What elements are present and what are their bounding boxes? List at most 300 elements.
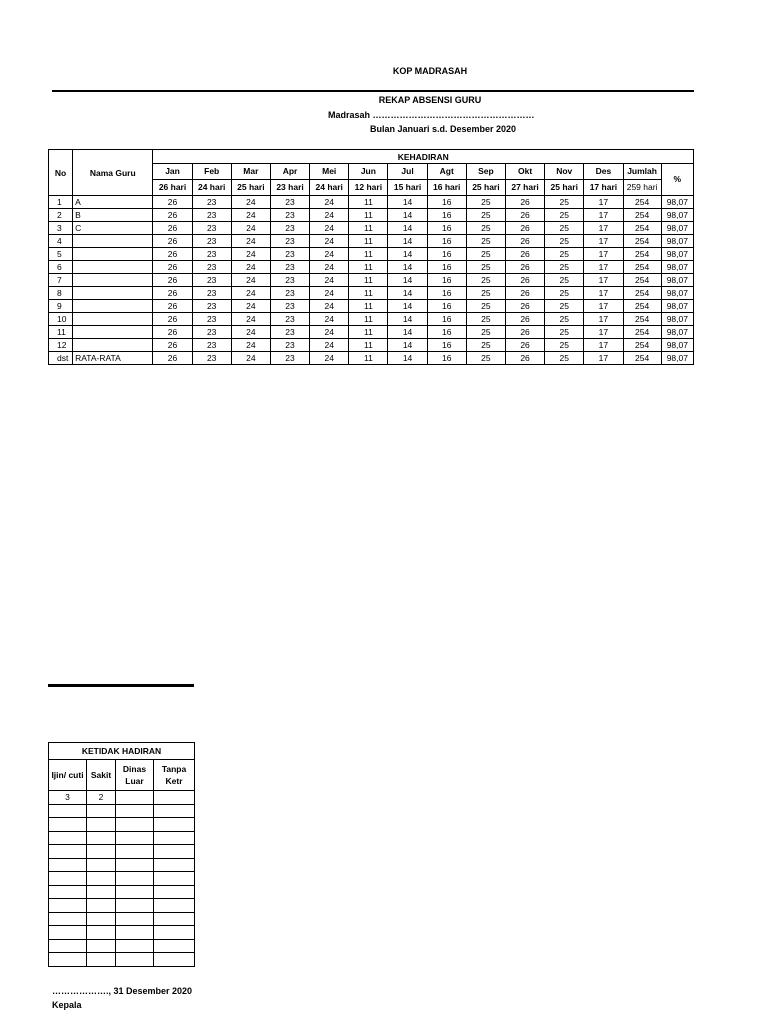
row-value: 254 (623, 274, 661, 287)
table-row (49, 300, 694, 313)
row-no: dst (49, 352, 73, 365)
row-value: 24 (231, 352, 270, 365)
row-value: 25 (466, 274, 505, 287)
row-value: 25 (545, 352, 584, 365)
table-row (49, 274, 694, 287)
table-row (49, 352, 694, 365)
row-teacher-name (73, 261, 153, 274)
row-value: 23 (270, 313, 309, 326)
row-percent: 98,07 (661, 326, 693, 339)
row-value: 25 (545, 248, 584, 261)
header-kehadiran: KEHADIRAN (153, 150, 694, 164)
absence-row (49, 912, 195, 926)
row-percent: 98,07 (661, 274, 693, 287)
row-value: 23 (270, 235, 309, 248)
absence-cell (154, 791, 195, 805)
row-value: 24 (231, 339, 270, 352)
header-percent: % (661, 164, 693, 196)
absence-cell (116, 818, 154, 832)
row-value: 16 (427, 274, 466, 287)
month-header: Sep (466, 164, 505, 180)
header-nama-guru: Nama Guru (73, 150, 153, 196)
row-no: 12 (49, 339, 73, 352)
period-line: Bulan Januari s.d. Desember 2020 (370, 124, 517, 134)
absence-cell (87, 953, 116, 967)
month-days: 16 hari (427, 180, 466, 196)
absence-cell (49, 804, 87, 818)
row-value: 14 (388, 209, 427, 222)
absence-row (49, 818, 195, 832)
absence-cell (87, 899, 116, 913)
row-value: 23 (192, 235, 231, 248)
madrasah-line: Madrasah ……………………………………………… (328, 110, 535, 120)
row-value: 11 (349, 313, 388, 326)
row-value: 26 (153, 326, 192, 339)
row-value: 26 (153, 235, 192, 248)
row-value: 16 (427, 261, 466, 274)
absence-column-header: Ijin/ cuti (49, 760, 87, 791)
row-teacher-name (73, 235, 153, 248)
absence-cell (154, 912, 195, 926)
absence-title: KETIDAK HADIRAN (49, 743, 195, 760)
row-value: 23 (270, 326, 309, 339)
row-value: 23 (270, 274, 309, 287)
absence-cell (49, 872, 87, 886)
absence-row (49, 845, 195, 859)
row-value: 254 (623, 209, 661, 222)
row-value: 25 (466, 287, 505, 300)
row-value: 11 (349, 300, 388, 313)
section-rule (48, 684, 194, 687)
absence-cell (116, 953, 154, 967)
row-value: 24 (231, 313, 270, 326)
month-days: 25 hari (545, 180, 584, 196)
row-value: 24 (231, 209, 270, 222)
row-value: 11 (349, 196, 388, 209)
row-value: 26 (505, 209, 544, 222)
row-value: 254 (623, 326, 661, 339)
row-value: 26 (153, 196, 192, 209)
row-value: 254 (623, 339, 661, 352)
row-value: 11 (349, 287, 388, 300)
row-value: 16 (427, 300, 466, 313)
table-row (49, 248, 694, 261)
month-header: Jumlah (623, 164, 661, 180)
absence-row (49, 885, 195, 899)
row-value: 14 (388, 196, 427, 209)
table-row (49, 235, 694, 248)
row-value: 23 (270, 261, 309, 274)
row-value: 11 (349, 235, 388, 248)
absence-cell (154, 885, 195, 899)
row-value: 24 (231, 235, 270, 248)
row-value: 23 (270, 248, 309, 261)
absence-cell (154, 804, 195, 818)
row-percent: 98,07 (661, 300, 693, 313)
row-value: 14 (388, 339, 427, 352)
absence-cell (116, 831, 154, 845)
row-value: 24 (310, 196, 349, 209)
month-header: Jun (349, 164, 388, 180)
month-header: Mei (310, 164, 349, 180)
month-days: 12 hari (349, 180, 388, 196)
row-value: 26 (153, 313, 192, 326)
row-teacher-name: RATA-RATA (73, 352, 153, 365)
month-days: 25 hari (231, 180, 270, 196)
absence-cell (87, 845, 116, 859)
row-teacher-name (73, 300, 153, 313)
absence-row (49, 953, 195, 967)
row-no: 4 (49, 235, 73, 248)
month-days: 23 hari (270, 180, 309, 196)
row-value: 17 (584, 196, 623, 209)
month-header: Jan (153, 164, 192, 180)
row-no: 9 (49, 300, 73, 313)
row-value: 16 (427, 352, 466, 365)
signature-date: ………………., 31 Desember 2020 (52, 986, 193, 996)
header-no: No (49, 150, 73, 196)
row-no: 11 (49, 326, 73, 339)
row-value: 26 (153, 287, 192, 300)
row-value: 14 (388, 274, 427, 287)
row-value: 24 (310, 261, 349, 274)
row-value: 23 (192, 352, 231, 365)
row-value: 11 (349, 222, 388, 235)
row-value: 17 (584, 352, 623, 365)
row-percent: 98,07 (661, 196, 693, 209)
row-value: 23 (270, 222, 309, 235)
row-value: 11 (349, 248, 388, 261)
row-value: 23 (192, 339, 231, 352)
absence-cell (116, 885, 154, 899)
row-value: 26 (505, 222, 544, 235)
row-teacher-name: C (73, 222, 153, 235)
month-days: 17 hari (584, 180, 623, 196)
absence-cell (154, 818, 195, 832)
row-value: 26 (505, 196, 544, 209)
absence-cell (87, 912, 116, 926)
row-value: 254 (623, 261, 661, 274)
absence-column-header: Tanpa Ketr (154, 760, 195, 791)
row-value: 25 (545, 261, 584, 274)
row-value: 11 (349, 274, 388, 287)
row-percent: 98,07 (661, 209, 693, 222)
row-value: 26 (505, 352, 544, 365)
row-value: 17 (584, 222, 623, 235)
row-value: 11 (349, 209, 388, 222)
row-value: 17 (584, 235, 623, 248)
row-value: 24 (310, 248, 349, 261)
row-percent: 98,07 (661, 339, 693, 352)
row-value: 17 (584, 248, 623, 261)
absence-cell (49, 885, 87, 899)
row-percent: 98,07 (661, 352, 693, 365)
absence-cell (49, 926, 87, 940)
row-no: 7 (49, 274, 73, 287)
absence-row (49, 899, 195, 913)
row-value: 25 (466, 352, 505, 365)
row-value: 11 (349, 261, 388, 274)
absence-cell (154, 858, 195, 872)
row-value: 16 (427, 339, 466, 352)
kop-header: KOP MADRASAH (392, 66, 468, 76)
absence-column-header: Sakit (87, 760, 116, 791)
row-value: 25 (545, 222, 584, 235)
row-value: 23 (270, 352, 309, 365)
row-value: 23 (192, 287, 231, 300)
row-value: 25 (545, 274, 584, 287)
absence-cell (87, 939, 116, 953)
absence-cell (116, 858, 154, 872)
absence-column-header: Dinas Luar (116, 760, 154, 791)
document-title: REKAP ABSENSI GURU (378, 95, 482, 105)
table-row (49, 222, 694, 235)
row-value: 24 (310, 300, 349, 313)
row-value: 23 (192, 326, 231, 339)
table-row (49, 261, 694, 274)
row-value: 11 (349, 326, 388, 339)
row-value: 254 (623, 222, 661, 235)
row-value: 23 (270, 300, 309, 313)
absence-cell: 3 (49, 791, 87, 805)
row-value: 24 (310, 313, 349, 326)
row-value: 24 (231, 274, 270, 287)
row-value: 24 (310, 209, 349, 222)
row-value: 23 (192, 248, 231, 261)
absence-cell (154, 939, 195, 953)
row-value: 23 (192, 209, 231, 222)
row-value: 14 (388, 248, 427, 261)
row-value: 17 (584, 209, 623, 222)
row-value: 25 (545, 300, 584, 313)
row-value: 16 (427, 248, 466, 261)
row-no: 5 (49, 248, 73, 261)
row-value: 25 (545, 339, 584, 352)
row-value: 24 (310, 287, 349, 300)
row-value: 16 (427, 313, 466, 326)
absence-cell (87, 926, 116, 940)
absence-cell (49, 899, 87, 913)
row-value: 14 (388, 352, 427, 365)
month-header: Okt (505, 164, 544, 180)
row-value: 26 (505, 235, 544, 248)
absence-cell (116, 872, 154, 886)
row-value: 16 (427, 287, 466, 300)
row-percent: 98,07 (661, 222, 693, 235)
month-header: Mar (231, 164, 270, 180)
row-value: 25 (545, 235, 584, 248)
table-row (49, 326, 694, 339)
row-value: 24 (231, 222, 270, 235)
row-value: 26 (505, 248, 544, 261)
row-value: 24 (310, 326, 349, 339)
row-value: 25 (466, 196, 505, 209)
row-value: 14 (388, 222, 427, 235)
row-value: 254 (623, 287, 661, 300)
row-value: 25 (466, 248, 505, 261)
row-percent: 98,07 (661, 313, 693, 326)
row-value: 26 (505, 313, 544, 326)
absence-cell (116, 845, 154, 859)
row-value: 25 (466, 313, 505, 326)
row-value: 17 (584, 300, 623, 313)
row-value: 24 (231, 300, 270, 313)
row-value: 14 (388, 313, 427, 326)
row-value: 14 (388, 300, 427, 313)
absence-cell (49, 818, 87, 832)
row-value: 14 (388, 261, 427, 274)
table-row (49, 209, 694, 222)
row-value: 26 (153, 248, 192, 261)
row-value: 24 (310, 339, 349, 352)
row-value: 26 (153, 300, 192, 313)
row-value: 25 (466, 300, 505, 313)
absence-cell (116, 939, 154, 953)
attendance-table (48, 149, 694, 365)
month-header: Nov (545, 164, 584, 180)
row-value: 23 (192, 313, 231, 326)
row-value: 25 (466, 261, 505, 274)
row-teacher-name (73, 248, 153, 261)
row-value: 24 (231, 261, 270, 274)
row-value: 16 (427, 326, 466, 339)
row-value: 24 (231, 287, 270, 300)
signature-role: Kepala (52, 1000, 82, 1010)
table-row (49, 339, 694, 352)
row-value: 24 (231, 326, 270, 339)
row-value: 254 (623, 352, 661, 365)
row-value: 17 (584, 339, 623, 352)
month-days: 259 hari (623, 180, 661, 196)
row-value: 25 (466, 235, 505, 248)
row-value: 23 (192, 261, 231, 274)
absence-cell (87, 831, 116, 845)
absence-row (49, 939, 195, 953)
table-row (49, 313, 694, 326)
row-no: 8 (49, 287, 73, 300)
row-teacher-name (73, 287, 153, 300)
row-teacher-name: B (73, 209, 153, 222)
row-percent: 98,07 (661, 261, 693, 274)
row-value: 23 (192, 274, 231, 287)
row-value: 16 (427, 235, 466, 248)
row-value: 24 (310, 235, 349, 248)
row-teacher-name (73, 274, 153, 287)
absence-cell (49, 858, 87, 872)
row-value: 16 (427, 196, 466, 209)
table-row (49, 287, 694, 300)
row-value: 26 (153, 339, 192, 352)
row-value: 25 (466, 222, 505, 235)
row-value: 26 (153, 209, 192, 222)
row-value: 23 (270, 209, 309, 222)
absence-table (48, 742, 195, 967)
absence-cell (154, 899, 195, 913)
row-value: 26 (153, 222, 192, 235)
row-value: 24 (231, 196, 270, 209)
row-value: 17 (584, 287, 623, 300)
absence-cell (87, 872, 116, 886)
row-value: 16 (427, 209, 466, 222)
row-value: 26 (505, 261, 544, 274)
row-value: 26 (153, 274, 192, 287)
row-value: 17 (584, 313, 623, 326)
row-no: 1 (49, 196, 73, 209)
absence-cell (116, 912, 154, 926)
absence-cell (154, 926, 195, 940)
absence-cell (49, 953, 87, 967)
absence-cell (154, 845, 195, 859)
row-value: 254 (623, 196, 661, 209)
row-value: 11 (349, 352, 388, 365)
row-teacher-name: A (73, 196, 153, 209)
absence-cell (87, 804, 116, 818)
row-value: 254 (623, 248, 661, 261)
row-value: 11 (349, 339, 388, 352)
row-value: 17 (584, 274, 623, 287)
row-value: 25 (545, 313, 584, 326)
month-days: 27 hari (505, 180, 544, 196)
row-no: 2 (49, 209, 73, 222)
row-value: 17 (584, 261, 623, 274)
row-value: 24 (310, 352, 349, 365)
row-teacher-name (73, 339, 153, 352)
absence-cell (154, 831, 195, 845)
row-value: 25 (545, 287, 584, 300)
row-value: 17 (584, 326, 623, 339)
row-value: 26 (153, 261, 192, 274)
month-header: Agt (427, 164, 466, 180)
month-days: 26 hari (153, 180, 192, 196)
absence-cell (154, 872, 195, 886)
row-value: 23 (270, 339, 309, 352)
absence-cell (49, 831, 87, 845)
row-value: 25 (466, 326, 505, 339)
row-no: 3 (49, 222, 73, 235)
absence-cell (116, 804, 154, 818)
absence-row (49, 858, 195, 872)
row-value: 23 (192, 300, 231, 313)
absence-cell (49, 912, 87, 926)
row-value: 23 (270, 196, 309, 209)
row-value: 254 (623, 235, 661, 248)
absence-cell (154, 953, 195, 967)
absence-row (49, 804, 195, 818)
month-header: Apr (270, 164, 309, 180)
month-days: 25 hari (466, 180, 505, 196)
row-value: 24 (231, 248, 270, 261)
absence-cell (87, 818, 116, 832)
header-rule (52, 90, 694, 92)
absence-row (49, 926, 195, 940)
table-row (49, 196, 694, 209)
month-header: Jul (388, 164, 427, 180)
row-value: 24 (310, 274, 349, 287)
absence-cell: 2 (87, 791, 116, 805)
month-header: Feb (192, 164, 231, 180)
row-teacher-name (73, 326, 153, 339)
row-no: 6 (49, 261, 73, 274)
row-teacher-name (73, 313, 153, 326)
row-value: 25 (466, 209, 505, 222)
absence-cell (49, 845, 87, 859)
row-value: 26 (505, 326, 544, 339)
absence-row (49, 831, 195, 845)
row-value: 25 (466, 339, 505, 352)
row-value: 14 (388, 287, 427, 300)
month-header: Des (584, 164, 623, 180)
month-days: 15 hari (388, 180, 427, 196)
